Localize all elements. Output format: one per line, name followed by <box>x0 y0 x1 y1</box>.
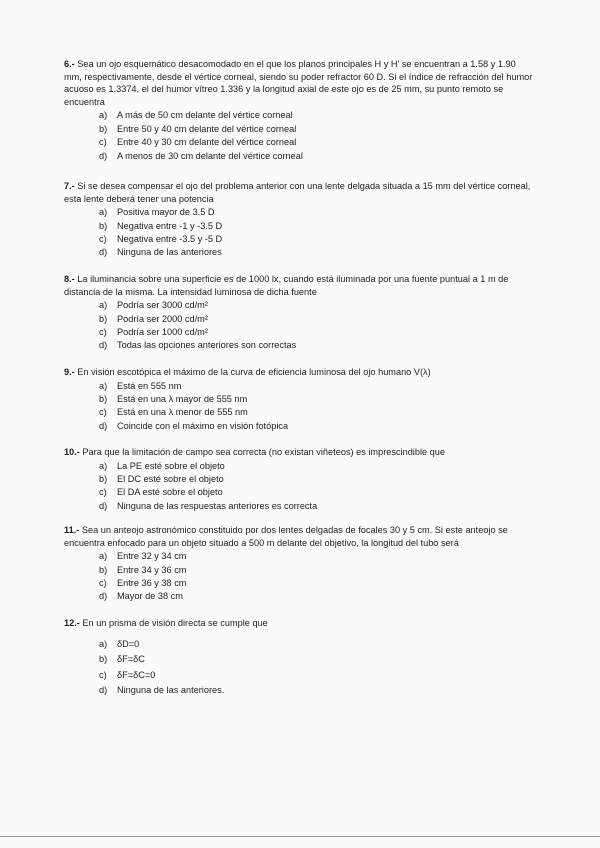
option-text: El DC esté sobre el objeto <box>117 473 224 484</box>
option-letter: a) <box>99 551 108 562</box>
answer-options <box>64 299 536 353</box>
option-letter: c) <box>99 577 107 588</box>
option-text: Negativa entre -3.5 y -5 D <box>117 233 223 244</box>
option-letter: a) <box>99 300 108 311</box>
option-letter: b) <box>99 564 108 575</box>
question-11 <box>64 524 536 604</box>
answer-option <box>64 564 536 577</box>
question-10 <box>64 446 536 513</box>
question-6 <box>64 58 536 163</box>
answer-option <box>64 150 536 163</box>
answer-options <box>64 550 536 604</box>
answer-option <box>64 500 536 513</box>
question-number: 10.- <box>64 447 80 457</box>
option-text: Ninguna de las respuestas anteriores es correcta <box>117 500 318 511</box>
answer-option <box>64 299 536 312</box>
answer-option <box>64 313 536 326</box>
option-text: Ninguna de las anteriores <box>117 247 222 258</box>
answer-options <box>64 206 536 260</box>
option-text: Entre 50 y 40 cm delante del vértice corneal <box>117 123 297 134</box>
question-text: Si se desea compensar el ojo del problema anterior con una lente delgada situada a 15 mm del vértice corneal, esta lente deberá tener una potencia <box>64 181 531 204</box>
option-text: Entre 36 y 38 cm <box>117 577 187 588</box>
answer-option <box>64 123 536 136</box>
option-text: Mayor de 38 cm <box>117 591 183 602</box>
option-letter: b) <box>99 123 108 134</box>
answer-option <box>64 246 536 259</box>
option-text: El DA esté sobre el objeto <box>117 487 223 498</box>
option-letter: c) <box>99 326 107 337</box>
option-text: Positiva mayor de 3.5 D <box>117 207 215 218</box>
answer-options <box>64 638 536 700</box>
question-number: 7.- <box>64 181 75 191</box>
option-letter: d) <box>99 150 108 161</box>
question-stem <box>64 446 536 459</box>
answer-option <box>64 339 536 352</box>
answer-option <box>64 473 536 486</box>
question-7 <box>64 180 536 260</box>
option-letter: c) <box>99 407 107 418</box>
option-text: Está en una λ mayor de 555 nm <box>117 393 248 404</box>
question-stem <box>64 617 536 630</box>
option-text: Podría ser 3000 cd/m² <box>117 300 208 311</box>
option-text: Todas las opciones anteriores son correctas <box>117 340 297 351</box>
option-letter: c) <box>99 487 107 498</box>
option-letter: a) <box>99 460 108 471</box>
option-letter: b) <box>99 654 108 665</box>
answer-option <box>64 590 536 603</box>
answer-option <box>64 460 536 473</box>
question-number: 6.- <box>64 59 75 69</box>
option-text: Ninguna de las anteriores. <box>117 685 225 696</box>
option-letter: b) <box>99 393 108 404</box>
question-text: Para que la limitación de campo sea correcta (no existan viñeteos) es imprescindible que <box>82 447 445 457</box>
question-stem <box>64 58 536 108</box>
answer-options <box>64 109 536 163</box>
option-letter: c) <box>99 137 107 148</box>
answer-option <box>64 136 536 149</box>
answer-option <box>64 380 536 393</box>
option-text: Negativa entre -1 y -3.5 D <box>117 220 223 231</box>
question-text: La iluminancia sobre una superficie es de 1000 lx, cuando está iluminada por una fuente puntual a 1 m de distancia de la misma. La intensidad luminosa de dicha fuente <box>64 274 509 297</box>
option-text: Podría ser 1000 cd/m² <box>117 326 208 337</box>
option-text: δF=δC <box>117 654 145 665</box>
question-stem <box>64 366 536 379</box>
option-letter: d) <box>99 500 108 511</box>
option-text: A más de 50 cm delante del vértice corneal <box>117 110 293 121</box>
question-text: En visión escotópica el máximo de la curva de eficiencia luminosa del ojo humano V(λ) <box>77 367 431 377</box>
option-text: Entre 40 y 30 cm delante del vértice corneal <box>117 137 297 148</box>
answer-options <box>64 460 536 514</box>
option-letter: a) <box>99 380 108 391</box>
question-number: 11.- <box>64 525 80 535</box>
option-letter: b) <box>99 473 108 484</box>
option-letter: c) <box>99 669 107 680</box>
option-letter: c) <box>99 233 107 244</box>
answer-options <box>64 380 536 434</box>
option-letter: d) <box>99 685 108 696</box>
answer-option <box>64 550 536 563</box>
option-text: A menos de 30 cm delante del vértice corneal <box>117 150 303 161</box>
answer-option <box>64 393 536 406</box>
question-8 <box>64 273 536 353</box>
answer-option <box>64 326 536 339</box>
option-text: La PE esté sobre el objeto <box>117 460 225 471</box>
answer-option <box>64 638 536 654</box>
option-letter: d) <box>99 340 108 351</box>
answer-option <box>64 233 536 246</box>
answer-option <box>64 486 536 499</box>
question-stem <box>64 273 536 298</box>
answer-option <box>64 206 536 219</box>
question-9 <box>64 366 536 433</box>
option-letter: a) <box>99 110 108 121</box>
question-text: Sea un anteojo astronómico constituido por dos lentes delgadas de focales 30 y 5 cm. Si este anteojo se encuentra enfocado para un objeto situado a 500 m delante del objetivo, la longitud del tubo será <box>64 525 508 548</box>
option-text: Entre 34 y 36 cm <box>117 564 187 575</box>
question-12 <box>64 617 536 700</box>
answer-option <box>64 669 536 685</box>
option-text: Está en 555 nm <box>117 380 182 391</box>
question-stem <box>64 524 536 549</box>
answer-option <box>64 220 536 233</box>
option-letter: a) <box>99 207 108 218</box>
question-number: 12.- <box>64 618 80 628</box>
answer-option <box>64 109 536 122</box>
question-text: Sea un ojo esquemático desacomodado en el que los planos principales H y H' se encuentran a 1.58 y 1.90 mm, respectivamente, desde el vértice corneal, siendo su poder refractor 60 D. Si el índice de refracción del humor acuoso es 1.3374, el del humor vítreo 1.336 y la longitud axial de este ojo es de 25 mm, su punto remoto se encuentra <box>64 59 533 107</box>
option-text: δD=0 <box>117 638 140 649</box>
bottom-scan-edge <box>0 836 600 837</box>
option-text: Coincide con el máximo en visión fotópica <box>117 420 289 431</box>
option-letter: b) <box>99 220 108 231</box>
answer-option <box>64 420 536 433</box>
answer-option <box>64 406 536 419</box>
option-letter: b) <box>99 313 108 324</box>
answer-option <box>64 653 536 669</box>
option-text: Entre 32 y 34 cm <box>117 551 187 562</box>
question-number: 9.- <box>64 367 75 377</box>
option-text: δF=δC=0 <box>117 669 156 680</box>
option-letter: a) <box>99 638 108 649</box>
question-number: 8.- <box>64 274 75 284</box>
option-letter: d) <box>99 420 108 431</box>
answer-option <box>64 577 536 590</box>
answer-option <box>64 684 536 700</box>
option-letter: d) <box>99 247 108 258</box>
option-letter: d) <box>99 591 108 602</box>
option-text: Podría ser 2000 cd/m² <box>117 313 208 324</box>
question-stem <box>64 180 536 205</box>
option-text: Está en una λ menor de 555 nm <box>117 407 248 418</box>
question-text: En un prisma de visión directa se cumple que <box>82 618 268 628</box>
